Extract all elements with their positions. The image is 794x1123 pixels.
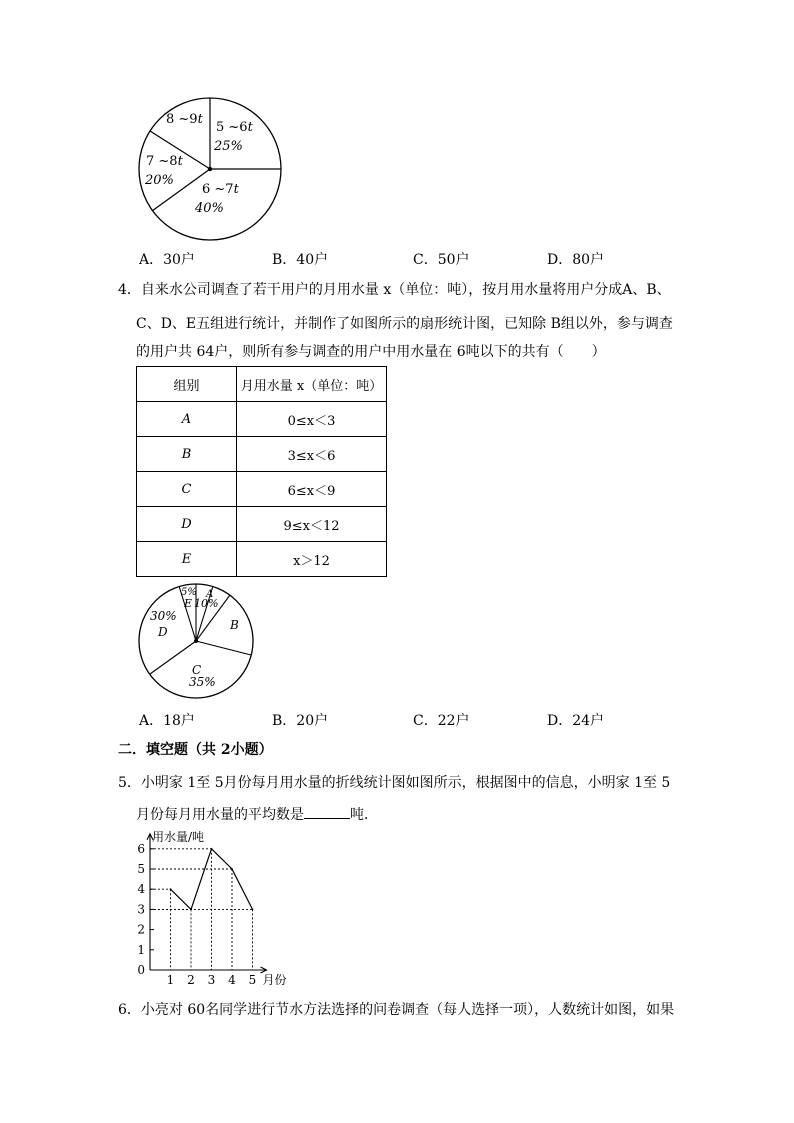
table-row — [137, 507, 387, 542]
section-2-title: 二．填空题（共 2小题） — [118, 742, 273, 758]
y-tick-label: 4 — [137, 882, 145, 897]
table-row — [137, 542, 387, 577]
table-row — [137, 472, 387, 507]
x-tick-label: 3 — [207, 973, 216, 987]
data-point — [170, 888, 172, 890]
table-cell-range: 3≤x＜6 — [237, 437, 387, 472]
data-point — [211, 848, 213, 850]
line-chart — [130, 826, 300, 992]
x-tick-label: 2 — [187, 973, 195, 987]
data-point — [252, 909, 254, 911]
table-header-group: 组别 — [137, 367, 237, 402]
pie1-label-7-8: 7 ~8t — [146, 154, 183, 169]
pie1-label-5-6: 5 ~6t — [216, 120, 253, 135]
y-tick-label: 6 — [137, 841, 145, 856]
pie2-label-c-pct: 35% — [189, 675, 216, 689]
group-table — [136, 366, 387, 577]
pie1-label-8-9: 8 ~9t — [166, 112, 203, 127]
y-tick-label: 1 — [137, 942, 145, 957]
x-tick-label: 4 — [228, 973, 236, 987]
pie2-label-a: A — [206, 589, 214, 600]
pie2-label-d: D — [158, 625, 168, 639]
q4-line-1: 4．自来水公司调查了若干用户的月用水量 x（单位：吨），按月用水量将用户分成A、B、 — [118, 282, 671, 298]
table-row — [137, 437, 387, 472]
q4-line-2: C、D、E五组进行统计，并制作了如图所示的扇形统计图，已知除 B组以外，参与调查 — [136, 316, 673, 332]
pie2-label-e-pct: 5% — [181, 587, 197, 598]
pie2-label-c: C — [192, 663, 202, 677]
data-point — [190, 909, 192, 911]
pie2-label-e: E — [184, 597, 193, 610]
pie1-label-6-7: 6 ~7t — [202, 182, 239, 197]
q3-option-c: C．50户 — [413, 252, 470, 268]
pie-chart-1 — [130, 90, 290, 250]
table-cell-group: E — [137, 542, 237, 577]
x-tick-label: 5 — [248, 973, 257, 987]
answer-blank — [304, 806, 350, 819]
table-cell-group: C — [137, 472, 237, 507]
q6-line-1: 6．小亮对 60名同学进行节水方法选择的问卷调查（每人选择一项），人数统计如图，如果 — [118, 1002, 675, 1018]
table-cell-group: A — [137, 402, 237, 437]
q4-option-d: D．24户 — [547, 713, 605, 729]
data-point — [231, 868, 233, 870]
x-tick-label: 1 — [166, 973, 175, 987]
q3-option-a: A．30户 — [139, 252, 195, 268]
table-cell-range: x＞12 — [237, 542, 387, 577]
table-cell-range: 0≤x＜3 — [237, 402, 387, 437]
q5-line-1: 5．小明家 1至 5月份每月用水量的折线统计图如图所示，根据图中的信息，小明家 1至 5 — [118, 775, 671, 791]
q5-line-2 — [136, 806, 378, 822]
table-cell-range: 9≤x＜12 — [237, 507, 387, 542]
q4-option-c: C．22户 — [413, 713, 470, 729]
y-tick-label: 3 — [137, 902, 145, 917]
pie2-label-d-pct: 30% — [150, 609, 177, 623]
q4-option-b: B．20户 — [272, 713, 329, 729]
pie2-label-a-pct: 10% — [194, 597, 219, 610]
q5-line-2-before: 月份每月用水量的平均数是 — [136, 807, 304, 823]
table-cell-group: B — [137, 437, 237, 472]
table-header-row — [137, 367, 387, 402]
y-tick-label: 0 — [137, 963, 145, 977]
y-axis-title: 用水量/吨 — [152, 829, 205, 844]
y-tick-label: 5 — [137, 862, 145, 876]
q3-option-b: B．40户 — [272, 252, 329, 268]
pie2-label-b: B — [230, 618, 239, 632]
q3-option-d: D．80户 — [547, 252, 605, 268]
q4-line-3: 的用户共 64户，则所有参与调查的用户中用水量在 6吨以下的共有（ ） — [136, 344, 606, 360]
table-header-usage: 月用水量 x（单位：吨） — [237, 367, 387, 402]
pie1-pct-25: 25% — [214, 139, 243, 154]
table-row — [137, 402, 387, 437]
q4-option-a: A．18户 — [139, 713, 195, 729]
q5-line-2-after: 吨． — [350, 807, 378, 823]
pie-chart-2 — [132, 578, 262, 708]
x-axis-title: 月份 — [262, 973, 287, 987]
y-tick-label: 2 — [137, 922, 145, 937]
pie1-pct-40: 40% — [195, 201, 224, 216]
table-cell-range: 6≤x＜9 — [237, 472, 387, 507]
table-cell-group: D — [137, 507, 237, 542]
pie1-pct-20: 20% — [145, 173, 174, 188]
